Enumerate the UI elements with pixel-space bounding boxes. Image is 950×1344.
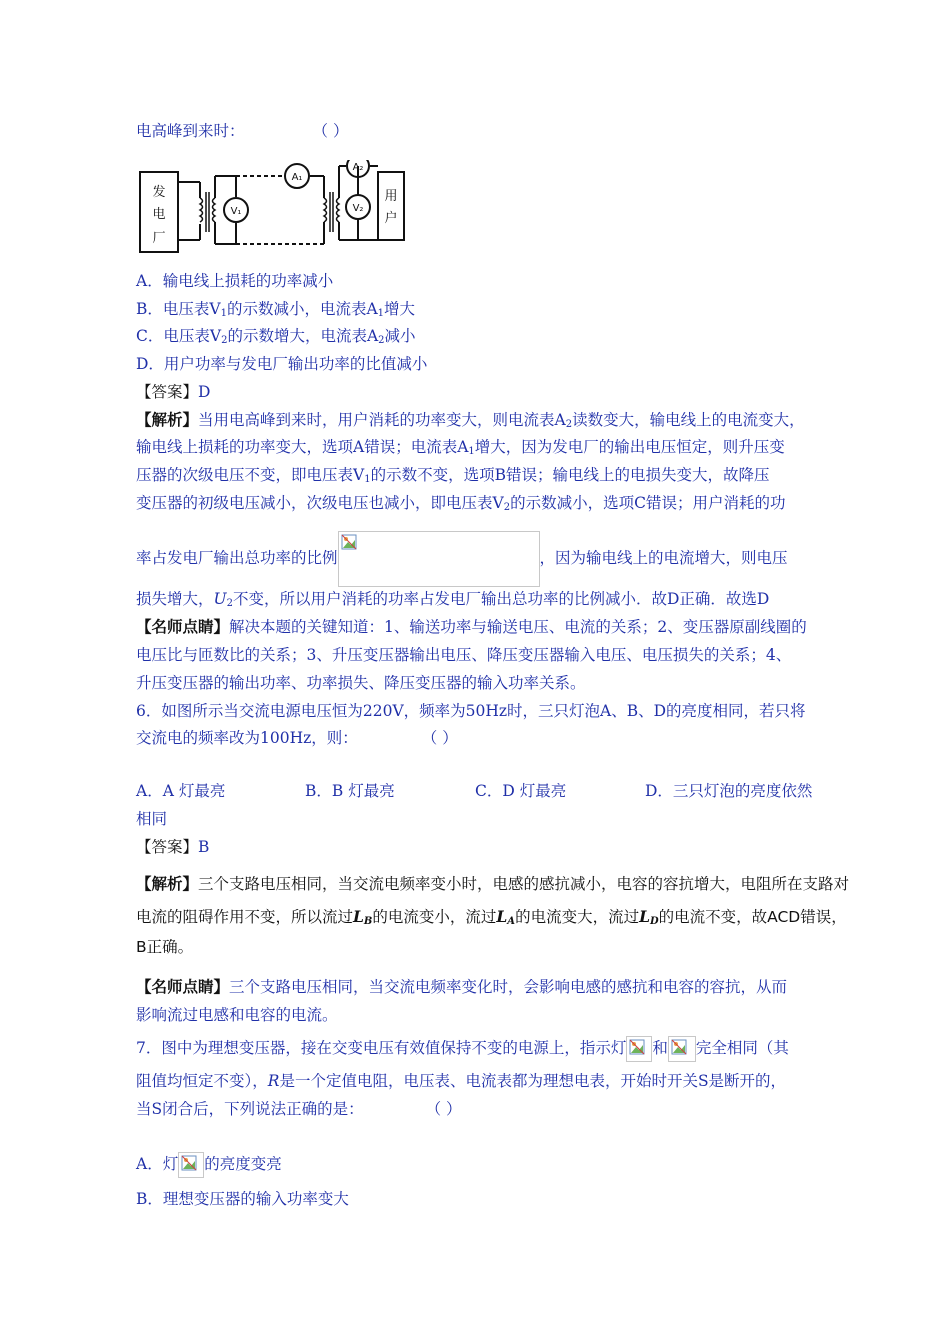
q5-option-b: B．电压表$V_1$的示数减小，电流表$A_1$增大 [136, 300, 416, 319]
q7-stem-line-3: 当S闭合后，下列说法正确的是： （ ） [136, 1100, 462, 1118]
q6-analysis-line-3: B正确。 [136, 938, 194, 956]
lamp-image-2 [668, 1036, 696, 1062]
a1-label: A₁ [291, 172, 303, 183]
q6-option-b: B．B 灯最亮 [305, 782, 395, 800]
q6-tip-line-2: 影响流过电感和电容的电流。 [136, 1006, 338, 1024]
q5-option-a: A．输电线上损耗的功率减小 [136, 272, 334, 290]
q5-option-c: C．电压表$V_2$的示数增大，电流表$A_2$减小 [136, 327, 416, 346]
formula-image-broken [338, 531, 540, 587]
q5-tip-line-3: 升压变压器的输出功率、功率损失、降压变压器的输入功率关系。 [136, 674, 586, 692]
v1-label: V₁ [230, 206, 242, 217]
user-label-2: 户 [384, 211, 398, 226]
q7-option-b: B．理想变压器的输入功率变大 [136, 1190, 349, 1208]
q5-analysis-line-6: 损失增大，$U_2$不变，所以用户消耗的功率占发电厂输出总功率的比例减小．故D正确．故选D [136, 590, 770, 609]
q5-answer: 【答案】D [136, 383, 211, 401]
q5-analysis-line-3: 压器的次级电压不变，即电压表$V_1$的示数不变，选项B错误；输电线上的电损失变大，故降压 [136, 466, 770, 485]
q5-analysis-line-4: 变压器的初级电压减小，次级电压也减小，即电压表$V_2$的示数减小，选项C错误；用户消耗的功 [136, 494, 786, 513]
q6-analysis-line-1: 【解析】三个支路电压相同，当交流电频率变小时，电感的感抗减小，电容的容抗增大，电阻所在支路对 [136, 875, 850, 893]
user-box [378, 172, 404, 240]
lamp-image-1 [626, 1036, 652, 1062]
a2-label: A₂ [352, 162, 364, 173]
q5-analysis-line-2: 输电线上损耗的功率变大，选项A错误；电流表$A_1$增大，因为发电厂的输出电压恒定，则升压变 [136, 438, 785, 457]
broken-image-icon [629, 1039, 645, 1055]
power-transmission-circuit [136, 160, 406, 255]
q6-answer: 【答案】B [136, 838, 210, 856]
q6-option-a: A．A 灯最亮 [136, 782, 226, 800]
q7-stem-line-1: 7．图中为理想变压器，接在交变电压有效值保持不变的电源上，指示灯 和 完全相同（其 [136, 1036, 789, 1062]
q7-option-a: A．灯 的亮度变亮 [136, 1152, 282, 1178]
q6-stem-line-1: 6．如图所示当交流电源电压恒为220V，频率为50Hz时，三只灯泡A、B、D的亮度相同，若只将 [136, 702, 806, 720]
q5-option-d: D．用户功率与发电厂输出功率的比值减小 [136, 355, 428, 373]
q7-stem-line-2: 阻值均恒定不变），R是一个定值电阻，电压表、电流表都为理想电表，开始时开关S是断开的， [136, 1072, 787, 1090]
plant-label-3: 厂 [152, 231, 166, 246]
user-label-1: 用 [384, 189, 398, 204]
broken-image-icon [671, 1039, 687, 1055]
q6-option-c: C．D 灯最亮 [475, 782, 567, 800]
plant-label-1: 发 [152, 185, 166, 200]
broken-image-icon [341, 534, 357, 550]
q5-tip-line-1: 【名师点睛】解决本题的关键知道：1、输送功率与输送电压、电流的关系；2、变压器原副线圈的 [136, 617, 807, 636]
plant-label-2: 电 [152, 207, 166, 222]
q6-analysis-line-2: 电流的阻碍作用不变，所以流过$L_B$的电流变小，流过$L_A$的电流变大，流过$L_D$的电流不变，故ACD错误， [136, 907, 847, 927]
q5-tip-line-2: 电压比与匝数比的关系；3、升压变压器输出电压、降压变压器输入电压、电压损失的关系；4、 [136, 646, 792, 664]
q6-tip-line-1: 【名师点睛】三个支路电压相同，当交流电频率变化时，会影响电感的感抗和电容的容抗，从而 [136, 977, 788, 996]
q6-option-d: D．三只灯泡的亮度依然 [645, 782, 813, 800]
q6-stem-line-2: 交流电的频率改为100Hz，则： （ ） [136, 729, 458, 747]
v2-label: V₂ [352, 203, 364, 214]
q5-analysis-line-1: 【解析】当用电高峰到来时，用户消耗的功率变大，则电流表$A_2$读数变大，输电线上的电流变大， [136, 410, 805, 430]
q6-option-d-cont: 相同 [136, 810, 168, 828]
q5-analysis-line-5: 率占发电厂输出总功率的比例 ，因为输电线上的电流增大，则电压 [136, 530, 788, 587]
lamp-image-3 [178, 1152, 204, 1178]
q6-options [136, 780, 812, 802]
broken-image-icon [181, 1155, 197, 1171]
q5-stem: 电高峰到来时： （ ） [136, 122, 349, 140]
